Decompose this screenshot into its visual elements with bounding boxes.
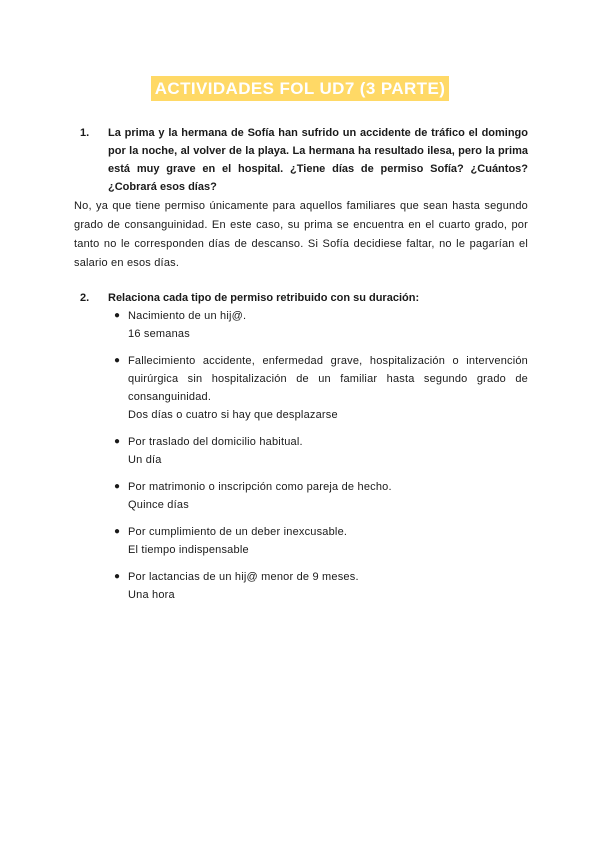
bullet-icon: ● (114, 355, 121, 366)
permission-duration: El tiempo indispensable (128, 544, 249, 556)
question-1 (80, 124, 528, 196)
permission-duration: Quince días (128, 499, 189, 511)
list-item (114, 352, 528, 424)
permission-duration: Un día (128, 454, 162, 466)
bullet-icon: ● (114, 436, 121, 447)
permission-duration: Una hora (128, 589, 175, 601)
question-1-answer: No, ya que tiene permiso únicamente para aquellos familiares que sean hasta segundo grado de consanguinidad. En este caso, su prima se encuentra en el cuarto grado, por tanto no le corresponden días de descanso. Si Sofía decidiese faltar, no le pagarían el salario en esos días. (74, 200, 528, 269)
list-item (114, 433, 528, 469)
permission-duration: 16 semanas (128, 328, 190, 340)
question-1-text: La prima y la hermana de Sofía han sufrido un accidente de tráfico el domingo por la noche, al volver de la playa. La hermana ha resultado ilesa, pero la prima está muy grave en el hospital. ¿Tiene días de permiso Sofía? ¿Cuántos? ¿Cobrará esos días? (108, 127, 528, 193)
permission-type: Nacimiento de un hij@. (128, 310, 247, 322)
question-2-text: Relaciona cada tipo de permiso retribuido con su duración: (108, 292, 420, 304)
permission-type: Por cumplimiento de un deber inexcusable. (128, 526, 348, 538)
permission-type: Por lactancias de un hij@ menor de 9 meses. (128, 571, 359, 583)
permission-type: Fallecimiento accidente, enfermedad grave, hospitalización o intervención quirúrgica sin hospitalización de un familiar hasta segundo grado de consanguinidad. (128, 355, 528, 403)
permission-type: Por matrimonio o inscripción como pareja de hecho. (128, 481, 392, 493)
list-item (114, 307, 528, 343)
list-item (114, 523, 528, 559)
bullet-icon: ● (114, 526, 121, 537)
bullet-icon: ● (114, 481, 121, 492)
list-item (114, 478, 528, 514)
page-title: ACTIVIDADES FOL UD7 (3 PARTE) (151, 76, 450, 101)
question-1-number: 1. (80, 127, 90, 139)
bullet-icon: ● (114, 310, 121, 321)
bullet-icon: ● (114, 571, 121, 582)
permission-type: Por traslado del domicilio habitual. (128, 436, 303, 448)
list-item (114, 568, 528, 604)
question-2-number: 2. (80, 292, 90, 304)
permission-duration: Dos días o cuatro si hay que desplazarse (128, 409, 338, 421)
permission-list (114, 307, 528, 613)
title-wrapper (0, 76, 600, 101)
question-2 (80, 289, 528, 307)
